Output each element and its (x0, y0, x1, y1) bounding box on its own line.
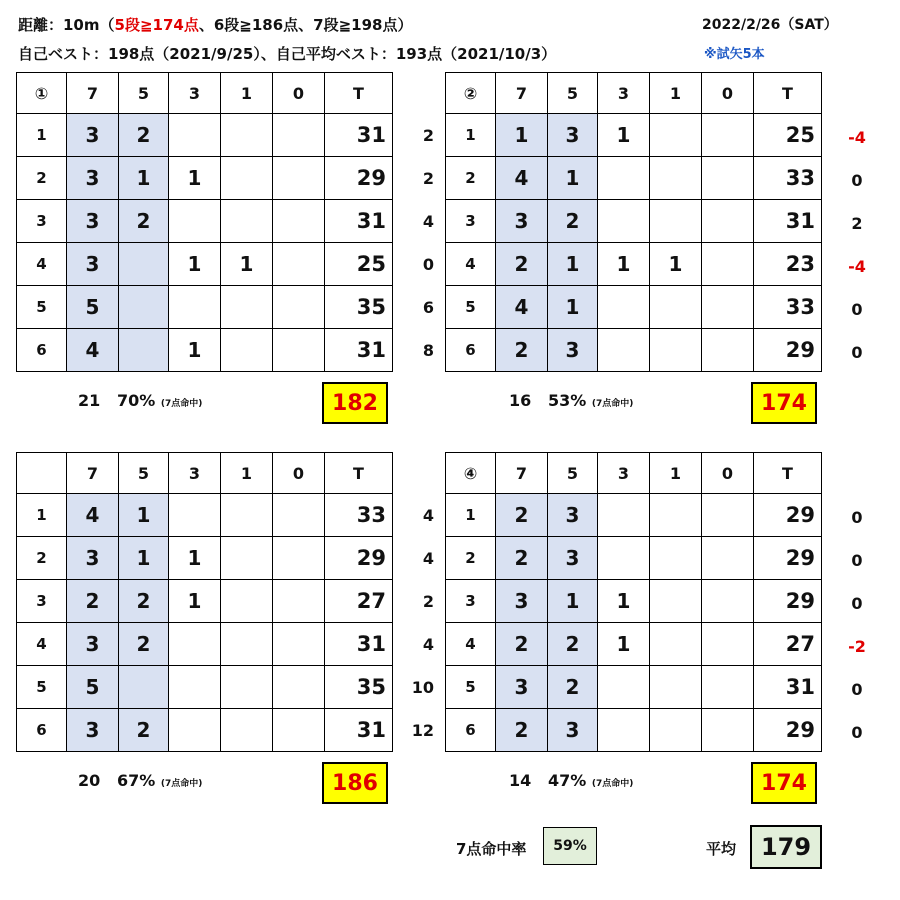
side-number: 2 (422, 592, 434, 611)
table-row (446, 157, 822, 200)
hit-count (702, 243, 754, 286)
end-total: 35 (325, 286, 393, 329)
table-row (446, 537, 822, 580)
end-total: 31 (754, 200, 822, 243)
end-total: 33 (754, 286, 822, 329)
hit-count (598, 329, 650, 372)
hit-count: 1 (169, 580, 221, 623)
total-box-2: 174 (751, 382, 817, 424)
table-row (446, 200, 822, 243)
summary-3 (78, 771, 202, 790)
hit-count: 4 (67, 329, 119, 372)
hit-count: 3 (67, 537, 119, 580)
end-number: 3 (17, 580, 67, 623)
end-total: 31 (325, 709, 393, 752)
hit-count: 3 (548, 537, 598, 580)
end-total: 25 (325, 243, 393, 286)
hit-count (273, 494, 325, 537)
end-total: 33 (754, 157, 822, 200)
end-number: 3 (446, 200, 496, 243)
column-header: 0 (273, 453, 325, 494)
hit-count (273, 666, 325, 709)
hit-count: 4 (496, 286, 548, 329)
hit-count (598, 200, 650, 243)
table-row (17, 494, 393, 537)
practice-note: ※試矢5本 (704, 47, 765, 62)
column-header: 5 (119, 453, 169, 494)
end-total: 31 (325, 200, 393, 243)
score-table-2 (445, 72, 822, 372)
score-diff: -2 (848, 637, 866, 656)
score-table-3 (16, 452, 393, 752)
hit-count: 1 (119, 537, 169, 580)
seven-count: 16 (509, 391, 532, 410)
hit-count: 3 (496, 200, 548, 243)
hit-count: 3 (548, 329, 598, 372)
hit-count (598, 494, 650, 537)
hit-count: 3 (548, 494, 598, 537)
end-number: 6 (17, 709, 67, 752)
block-label: ④ (446, 453, 496, 494)
end-total: 31 (325, 623, 393, 666)
hit-count: 1 (598, 580, 650, 623)
table-row (17, 709, 393, 752)
column-header: 3 (169, 73, 221, 114)
hit-count: 2 (496, 537, 548, 580)
hit-count (598, 286, 650, 329)
hit-count: 1 (548, 243, 598, 286)
hit-count: 5 (67, 666, 119, 709)
hit-count (119, 329, 169, 372)
end-number: 5 (17, 666, 67, 709)
hit-count: 1 (650, 243, 702, 286)
hit-count: 1 (169, 537, 221, 580)
distance-rest: 、6段≧186点、7段≧198点） (198, 16, 413, 34)
hit-count: 3 (67, 157, 119, 200)
hit-count: 2 (548, 666, 598, 709)
hit-count (273, 623, 325, 666)
hit-count (650, 329, 702, 372)
block-label: ② (446, 73, 496, 114)
hit-count (650, 537, 702, 580)
hit-count: 2 (496, 243, 548, 286)
score-diff: -4 (848, 128, 866, 147)
hit-count: 2 (548, 200, 598, 243)
end-number: 5 (446, 666, 496, 709)
side-number: 4 (422, 212, 434, 231)
hit-count (169, 494, 221, 537)
hit-count (702, 157, 754, 200)
hit-count (702, 494, 754, 537)
column-header: 7 (67, 453, 119, 494)
end-number: 1 (17, 114, 67, 157)
average-label: 平均 (706, 840, 737, 858)
end-number: 5 (17, 286, 67, 329)
header-row (17, 453, 393, 494)
score-diff: 0 (851, 300, 863, 319)
hit-count: 1 (496, 114, 548, 157)
hit-count (221, 537, 273, 580)
hit-count (221, 200, 273, 243)
hit-count (650, 666, 702, 709)
end-number: 6 (17, 329, 67, 372)
column-header: 5 (548, 453, 598, 494)
hit-count: 4 (496, 157, 548, 200)
score-diff: -4 (848, 257, 866, 276)
table-row (17, 537, 393, 580)
column-header: 3 (598, 453, 650, 494)
end-number: 4 (17, 243, 67, 286)
end-total: 29 (754, 494, 822, 537)
hit-count (273, 580, 325, 623)
score-diff: 0 (851, 680, 863, 699)
seven-rate-label: 7点命中率 (456, 840, 527, 858)
total-box-3: 186 (322, 762, 388, 804)
hit-count: 2 (67, 580, 119, 623)
end-total: 31 (754, 666, 822, 709)
hit-count (221, 114, 273, 157)
distance-line (18, 14, 412, 35)
date-label: 2022/2/26（SAT） (702, 17, 838, 33)
seven-count: 14 (509, 771, 532, 790)
header-row (446, 73, 822, 114)
hit-count (650, 200, 702, 243)
end-total: 29 (325, 157, 393, 200)
hit-count (221, 580, 273, 623)
hit-count: 2 (119, 200, 169, 243)
hit-count: 4 (67, 494, 119, 537)
end-total: 29 (325, 537, 393, 580)
hit-count: 2 (548, 623, 598, 666)
hit-count (702, 580, 754, 623)
hit-count: 3 (67, 623, 119, 666)
end-total: 29 (754, 709, 822, 752)
end-total: 29 (754, 580, 822, 623)
hit-count (221, 157, 273, 200)
hit-count: 2 (496, 494, 548, 537)
hit-count (650, 709, 702, 752)
side-number: 4 (422, 506, 434, 525)
score-table-4 (445, 452, 822, 752)
table-row (446, 286, 822, 329)
hit-count (702, 286, 754, 329)
hit-count (702, 537, 754, 580)
block-label: ① (17, 73, 67, 114)
hit-count (650, 286, 702, 329)
distance-prefix: 距離：10m（ (18, 16, 115, 34)
table-row (17, 580, 393, 623)
column-header: T (754, 73, 822, 114)
hit-count (273, 537, 325, 580)
hit-count (169, 623, 221, 666)
hit-count (702, 623, 754, 666)
hit-count: 3 (548, 114, 598, 157)
score-diff: 0 (851, 343, 863, 362)
hit-count: 3 (67, 114, 119, 157)
table-row (17, 157, 393, 200)
pct-note: (7点命中) (160, 399, 203, 409)
end-number: 2 (446, 157, 496, 200)
hit-count (650, 623, 702, 666)
end-total: 23 (754, 243, 822, 286)
end-number: 4 (446, 623, 496, 666)
table-row (17, 243, 393, 286)
hit-count: 1 (598, 623, 650, 666)
hit-count: 2 (119, 623, 169, 666)
side-number: 4 (422, 549, 434, 568)
side-number: 8 (422, 341, 434, 360)
column-header: 7 (67, 73, 119, 114)
hit-count (702, 329, 754, 372)
side-number: 6 (422, 298, 434, 317)
seven-pct: 53% (547, 391, 587, 410)
end-total: 33 (325, 494, 393, 537)
table-row (17, 114, 393, 157)
table-row (446, 243, 822, 286)
side-number: 12 (411, 721, 434, 740)
end-number: 1 (17, 494, 67, 537)
end-total: 29 (754, 537, 822, 580)
table-row (17, 200, 393, 243)
end-total: 31 (325, 329, 393, 372)
seven-count: 21 (78, 391, 101, 410)
end-total: 29 (754, 329, 822, 372)
hit-count (650, 157, 702, 200)
hit-count: 1 (169, 243, 221, 286)
personal-best-line: 自己ベスト：198点（2021/9/25）、自己平均ベスト：193点（2021/10/3） (18, 45, 557, 63)
distance-rank5: 5段≧174点 (114, 16, 199, 34)
hit-count (273, 709, 325, 752)
hit-count (702, 200, 754, 243)
score-diff: 0 (851, 508, 863, 527)
seven-pct: 70% (116, 391, 156, 410)
hit-count: 2 (496, 709, 548, 752)
column-header: T (325, 453, 393, 494)
summary-1 (78, 391, 202, 410)
score-diff: 0 (851, 171, 863, 190)
table-row (446, 623, 822, 666)
total-box-4: 174 (751, 762, 817, 804)
column-header: 0 (702, 453, 754, 494)
hit-count: 5 (67, 286, 119, 329)
hit-count (221, 286, 273, 329)
table-row (446, 494, 822, 537)
hit-count: 3 (67, 243, 119, 286)
end-number: 5 (446, 286, 496, 329)
end-number: 6 (446, 709, 496, 752)
score-diff: 2 (851, 214, 863, 233)
seven-rate-value: 59% (543, 827, 597, 865)
end-total: 35 (325, 666, 393, 709)
table-row (446, 709, 822, 752)
hit-count (273, 329, 325, 372)
hit-count: 3 (496, 666, 548, 709)
hit-count (598, 537, 650, 580)
hit-count (119, 243, 169, 286)
hit-count (650, 114, 702, 157)
table-row (446, 666, 822, 709)
summary-2 (509, 391, 633, 410)
column-header: 7 (496, 453, 548, 494)
hit-count (221, 329, 273, 372)
header-row (446, 453, 822, 494)
seven-pct: 67% (116, 771, 156, 790)
hit-count: 1 (119, 494, 169, 537)
table-row (17, 286, 393, 329)
hit-count (169, 666, 221, 709)
hit-count: 1 (169, 329, 221, 372)
column-header: 1 (221, 73, 273, 114)
seven-count: 20 (78, 771, 101, 790)
seven-pct: 47% (547, 771, 587, 790)
column-header: 1 (650, 453, 702, 494)
hit-count: 1 (598, 243, 650, 286)
hit-count (273, 200, 325, 243)
hit-count: 2 (119, 580, 169, 623)
total-box-1: 182 (322, 382, 388, 424)
hit-count: 2 (496, 329, 548, 372)
column-header: 3 (169, 453, 221, 494)
hit-count (119, 286, 169, 329)
score-table-1 (16, 72, 393, 372)
hit-count (169, 200, 221, 243)
side-number: 0 (422, 255, 434, 274)
pct-note: (7点命中) (591, 779, 634, 789)
end-number: 6 (446, 329, 496, 372)
column-header: 0 (273, 73, 325, 114)
column-header: 5 (119, 73, 169, 114)
hit-count: 1 (548, 286, 598, 329)
table-row (17, 623, 393, 666)
hit-count: 3 (67, 200, 119, 243)
end-number: 3 (446, 580, 496, 623)
hit-count: 3 (496, 580, 548, 623)
hit-count (221, 623, 273, 666)
column-header: 7 (496, 73, 548, 114)
hit-count (273, 114, 325, 157)
hit-count (169, 114, 221, 157)
side-number: 2 (422, 169, 434, 188)
hit-count (650, 580, 702, 623)
end-number: 2 (17, 537, 67, 580)
pct-note: (7点命中) (591, 399, 634, 409)
end-number: 1 (446, 494, 496, 537)
end-number: 3 (17, 200, 67, 243)
end-number: 4 (17, 623, 67, 666)
average-value: 179 (750, 825, 822, 869)
hit-count: 1 (169, 157, 221, 200)
hit-count (598, 157, 650, 200)
column-header: 5 (548, 73, 598, 114)
table-row (17, 329, 393, 372)
hit-count: 2 (119, 114, 169, 157)
hit-count (221, 494, 273, 537)
score-diff: 0 (851, 723, 863, 742)
hit-count: 2 (496, 623, 548, 666)
hit-count (273, 243, 325, 286)
column-header: T (754, 453, 822, 494)
hit-count: 1 (119, 157, 169, 200)
hit-count (598, 709, 650, 752)
score-diff: 0 (851, 551, 863, 570)
hit-count (273, 286, 325, 329)
hit-count (119, 666, 169, 709)
hit-count (598, 666, 650, 709)
table-row (17, 666, 393, 709)
end-total: 27 (325, 580, 393, 623)
header-row (17, 73, 393, 114)
column-header: 1 (650, 73, 702, 114)
hit-count (221, 666, 273, 709)
side-number: 10 (411, 678, 434, 697)
end-number: 4 (446, 243, 496, 286)
pct-note: (7点命中) (160, 779, 203, 789)
hit-count: 1 (598, 114, 650, 157)
score-diff: 0 (851, 594, 863, 613)
end-number: 2 (446, 537, 496, 580)
end-total: 25 (754, 114, 822, 157)
hit-count: 2 (119, 709, 169, 752)
end-number: 1 (446, 114, 496, 157)
side-number: 2 (422, 126, 434, 145)
column-header: T (325, 73, 393, 114)
hit-count: 1 (221, 243, 273, 286)
hit-count (169, 286, 221, 329)
hit-count (221, 709, 273, 752)
table-row (446, 114, 822, 157)
end-number: 2 (17, 157, 67, 200)
end-total: 31 (325, 114, 393, 157)
hit-count (273, 157, 325, 200)
summary-4 (509, 771, 633, 790)
hit-count: 3 (67, 709, 119, 752)
block-label (17, 453, 67, 494)
table-row (446, 580, 822, 623)
hit-count (650, 494, 702, 537)
column-header: 3 (598, 73, 650, 114)
end-total: 27 (754, 623, 822, 666)
hit-count (702, 666, 754, 709)
hit-count (702, 709, 754, 752)
column-header: 1 (221, 453, 273, 494)
table-row (446, 329, 822, 372)
side-number: 4 (422, 635, 434, 654)
hit-count: 3 (548, 709, 598, 752)
hit-count: 1 (548, 580, 598, 623)
column-header: 0 (702, 73, 754, 114)
hit-count: 1 (548, 157, 598, 200)
hit-count (169, 709, 221, 752)
hit-count (702, 114, 754, 157)
